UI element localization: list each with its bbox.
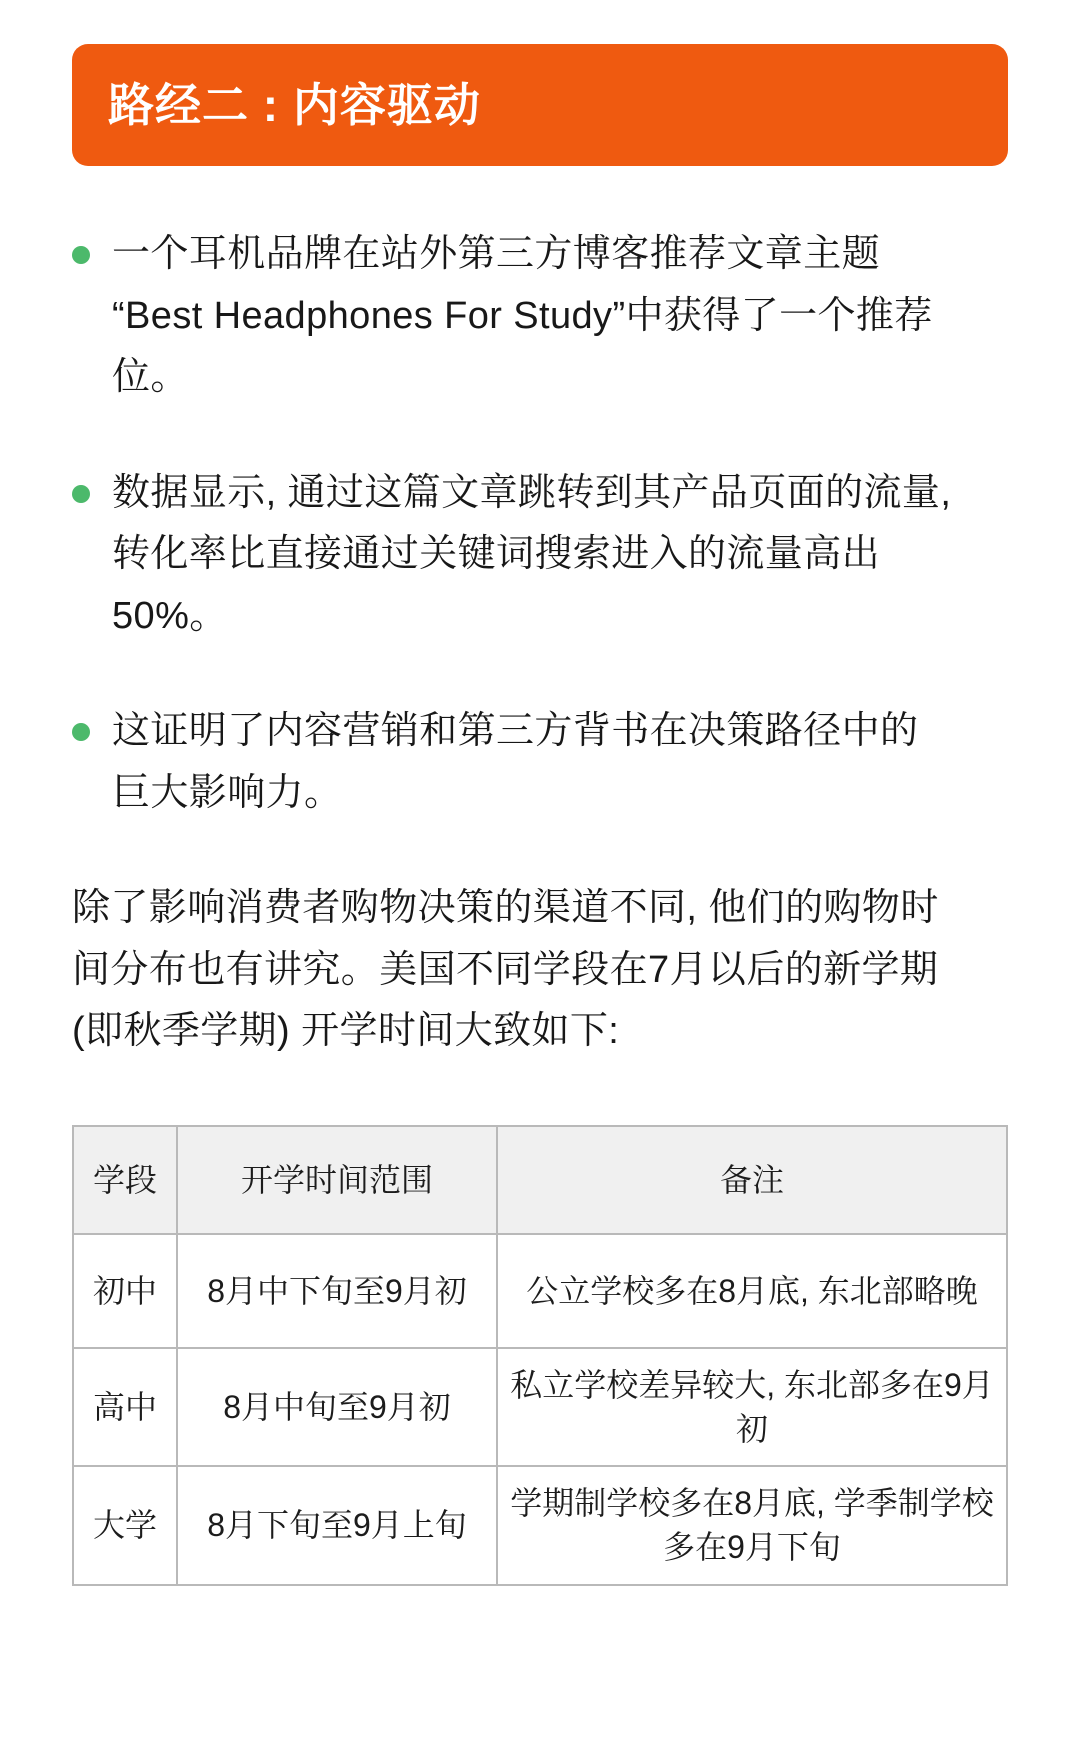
table-cell-range: 8月中旬至9月初 (177, 1348, 497, 1466)
table-cell-note: 私立学校差异较大, 东北部多在9月初 (497, 1348, 1007, 1466)
body-paragraph: 除了影响消费者购物决策的渠道不同, 他们的购物时间分布也有讲究。美国不同学段在7月以后的新学期 (即秋季学期) 开学时间大致如下: (72, 887, 939, 1053)
table-cell-stage: 高中 (73, 1348, 177, 1466)
table-header-cell: 备注 (497, 1126, 1007, 1234)
table-cell-range: 8月中下旬至9月初 (177, 1234, 497, 1348)
banner-title: 路经二 : 内容驱动 (108, 78, 481, 131)
bullet-dot-icon (72, 246, 90, 264)
table-header-cell: 开学时间范围 (177, 1126, 497, 1234)
schedule-table (72, 1125, 1008, 1586)
list-item (72, 463, 1008, 648)
table-header-cell: 学段 (73, 1126, 177, 1234)
bullet-list (72, 224, 1008, 824)
list-item-text: 数据显示, 通过这篇文章跳转到其产品页面的流量, 转化率比直接通过关键词搜索进入的流量高出50%。 (112, 471, 952, 637)
table-cell-note: 学期制学校多在8月底, 学季制学校多在9月下旬 (497, 1466, 1007, 1584)
table-cell-note: 公立学校多在8月底, 东北部略晚 (497, 1234, 1007, 1348)
list-item-text: 这证明了内容营销和第三方背书在决策路径中的巨大影响力。 (112, 710, 919, 814)
section-banner (72, 44, 1008, 166)
table-cell-stage: 大学 (73, 1466, 177, 1584)
list-item-text: 一个耳机品牌在站外第三方博客推荐文章主题“Best Headphones For Study”中获得了一个推荐位。 (112, 233, 933, 399)
table-cell-range: 8月下旬至9月上旬 (177, 1466, 497, 1584)
table-row (73, 1234, 1007, 1348)
table-cell-stage: 初中 (73, 1234, 177, 1348)
schedule-table-container (72, 1125, 1008, 1586)
table-row (73, 1348, 1007, 1466)
table-header-row (73, 1126, 1007, 1234)
table-row (73, 1466, 1007, 1584)
list-item (72, 701, 1008, 824)
bullet-dot-icon (72, 723, 90, 741)
list-item (72, 224, 1008, 409)
bullet-dot-icon (72, 485, 90, 503)
